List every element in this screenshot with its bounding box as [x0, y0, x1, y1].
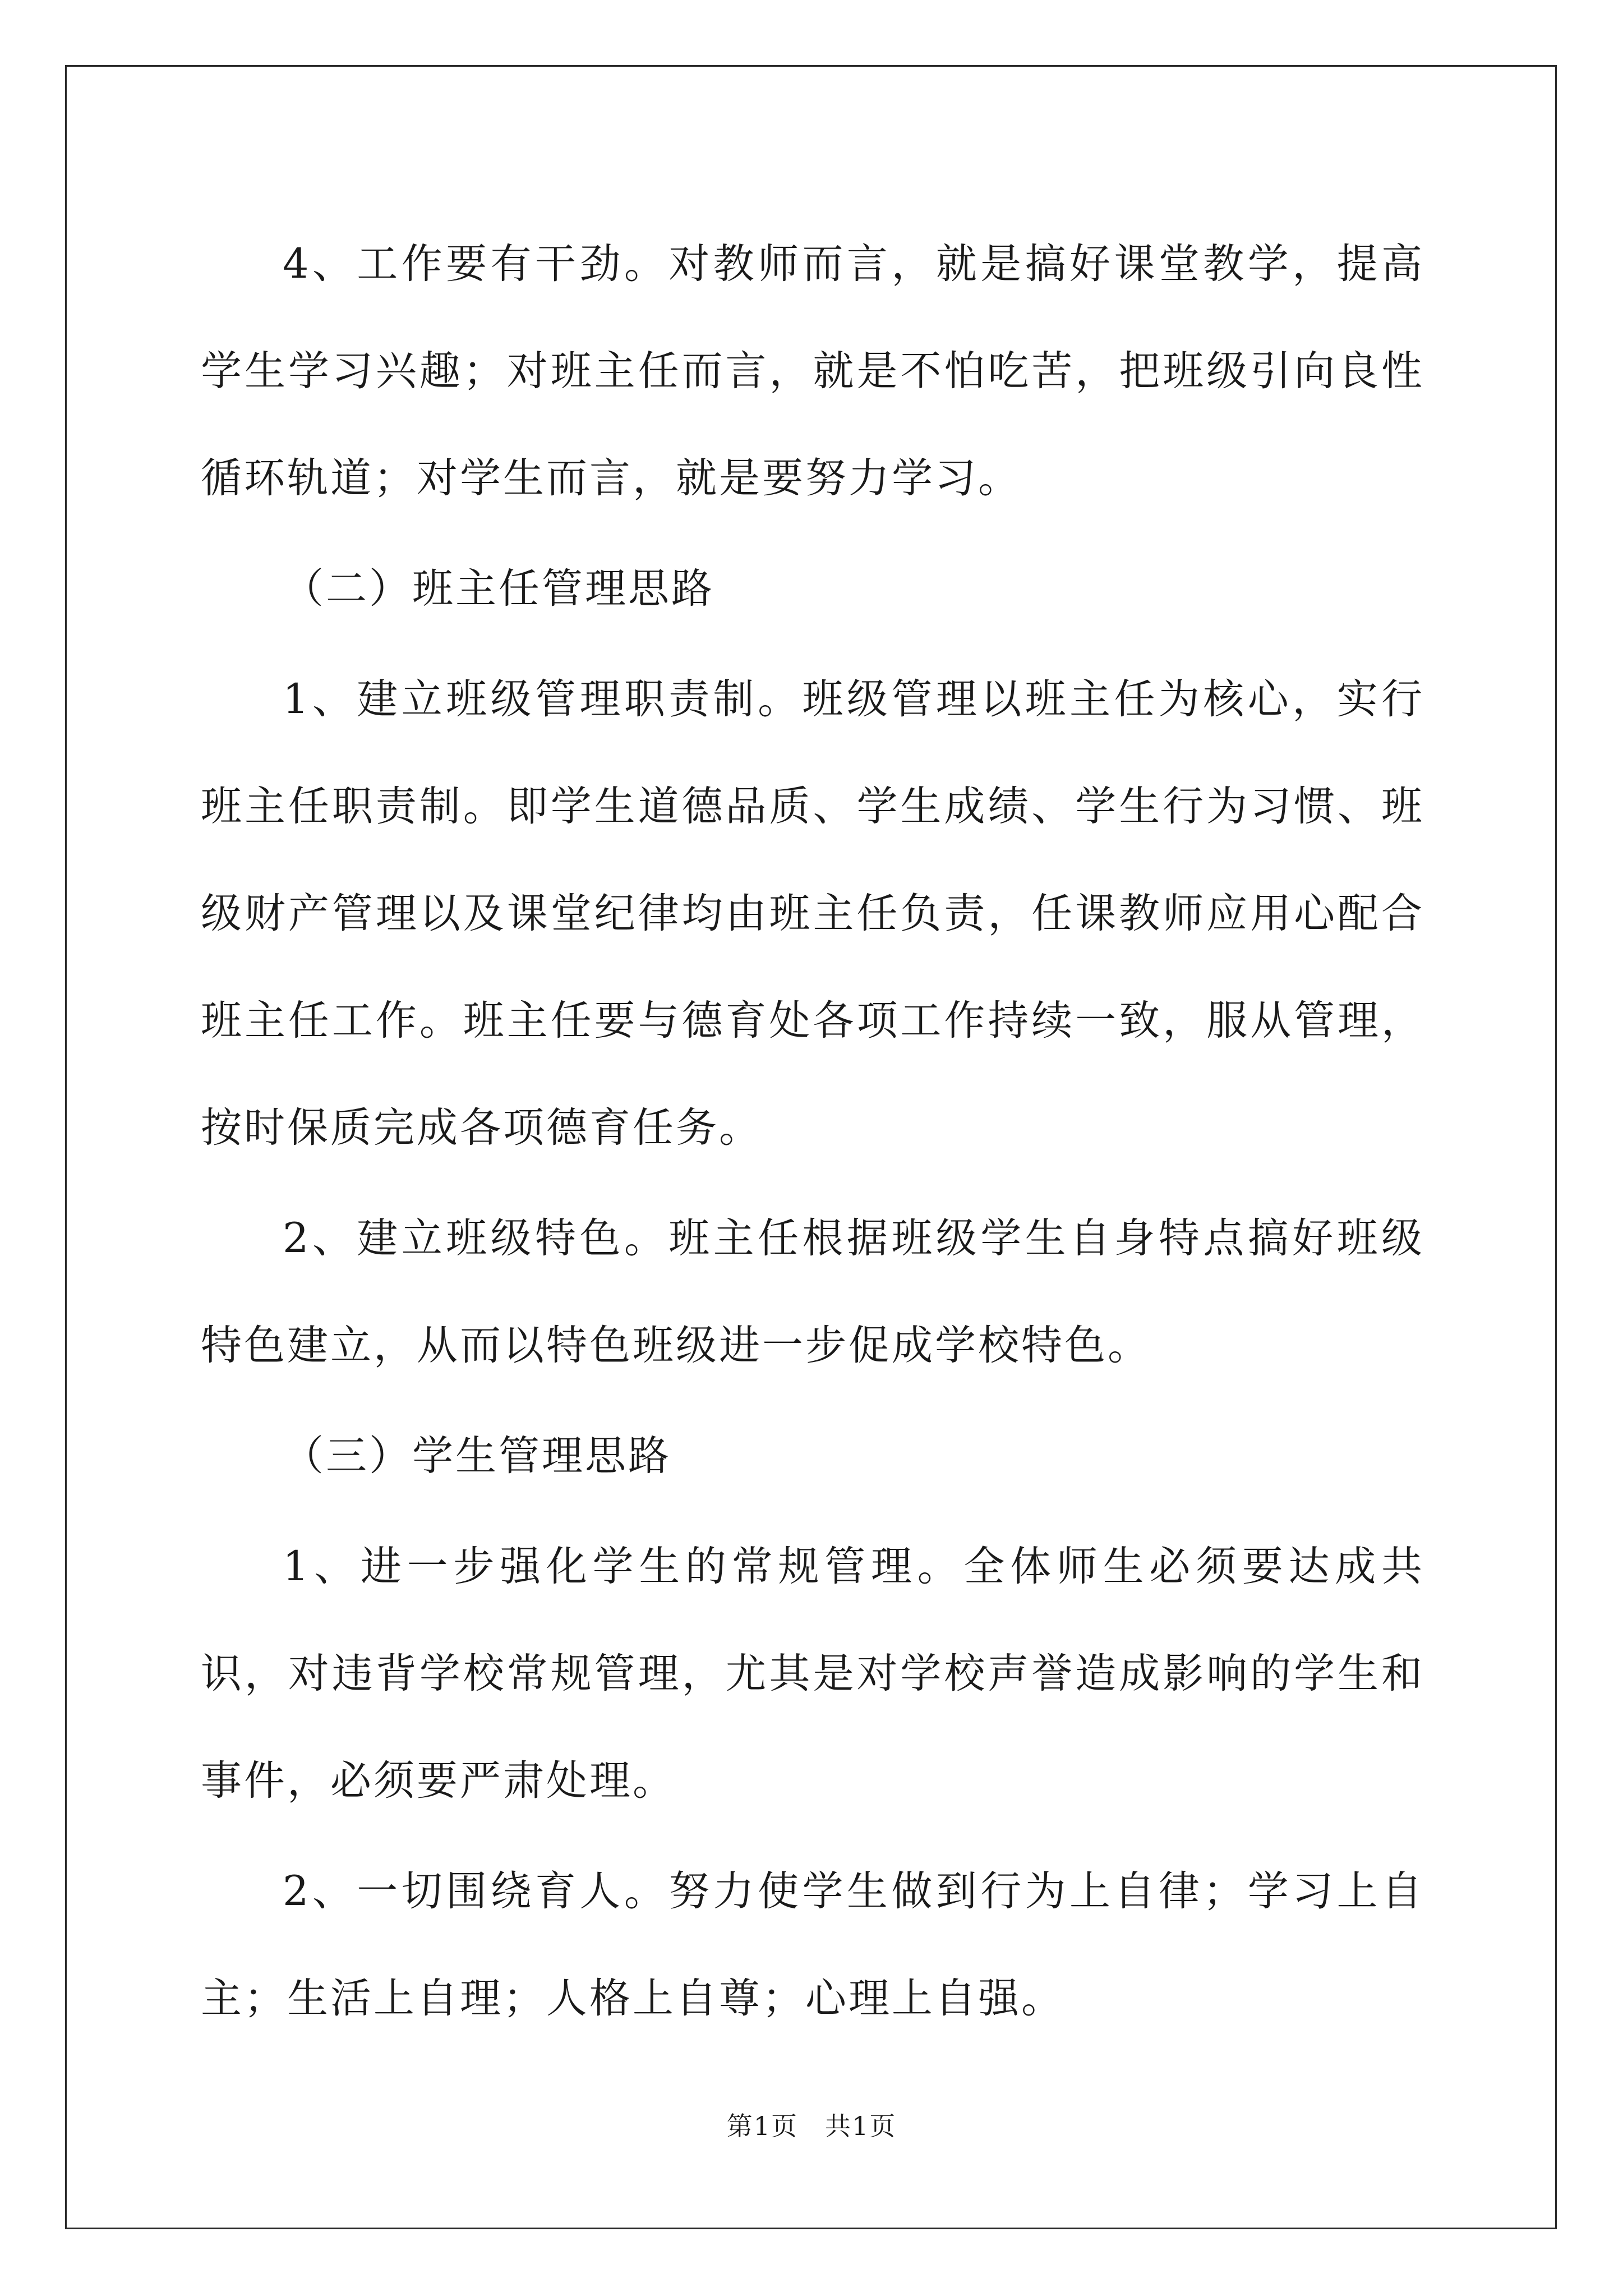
document-body: [201, 210, 1424, 2055]
section-heading-student-management: （三）学生管理思路: [283, 1432, 671, 1480]
paragraph-class-feature: 2、建立班级特色。班主任根据班级学生自身特点搞好班级特色建立，从而以特色班级进一步促成学校特色。: [201, 1214, 1424, 1369]
paragraph-work-attitude: 4、工作要有干劲。对教师而言，就是搞好课堂教学，提高学生学习兴趣；对班主任而言，就是不怕吃苦，把班级引向良性循环轨道；对学生而言，就是要努力学习。: [201, 240, 1424, 502]
paragraph-routine-management: 1、进一步强化学生的常规管理。全体师生必须要达成共识，对违背学校常规管理，尤其是对学校声誉造成影响的学生和事件，必须要严肃处理。: [201, 1543, 1424, 1805]
section-heading-head-teacher: （二）班主任管理思路: [283, 565, 714, 613]
page-number-footer: 第1页 共1页: [726, 2111, 897, 2141]
paragraph-class-responsibility: 1、建立班级管理职责制。班级管理以班主任为核心，实行班主任职责制。即学生道德品质、学生成绩、学生行为习惯、班级财产管理以及课堂纪律均由班主任负责，任课教师应用心配合班主任工作。班主任要与德育处各项工作持续一致，服从管理，按时保质完成各项德育任务。: [201, 675, 1424, 1152]
paragraph-education-focus: 2、一切围绕育人。努力使学生做到行为上自律；学习上自主；生活上自理；人格上自尊；心理上自强。: [201, 1867, 1424, 2022]
